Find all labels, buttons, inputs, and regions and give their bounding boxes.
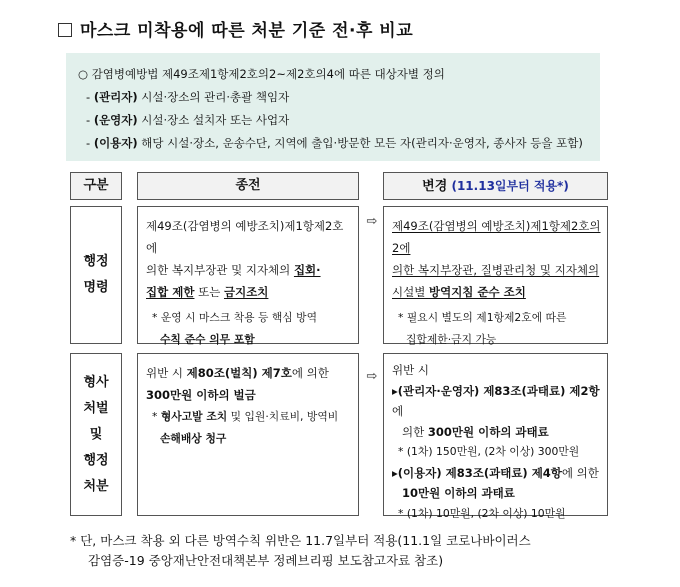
header-before: 종전: [137, 172, 359, 200]
text: 의한: [402, 424, 428, 439]
text-line: [146, 259, 352, 281]
emphasis: 제83조(과태료) 제2항: [483, 383, 600, 398]
definition-label: (관리자): [93, 90, 138, 104]
row-category-penalty: [70, 353, 122, 516]
note-line: * (1차) 10만원, (2차 이상) 10만원: [398, 506, 566, 520]
definition-item-manager: [78, 86, 600, 109]
footnote: [70, 531, 531, 571]
note-line: [146, 406, 352, 428]
right-arrow-icon: ⇨: [366, 214, 378, 229]
text: 시설별: [392, 285, 429, 299]
note-line: 손해배상 청구: [160, 432, 227, 445]
note-line: * 필요시 별도의 제1항제2호에 따른: [398, 311, 567, 324]
note-line: * (1차) 150만원, (2차 이상) 300만원: [398, 445, 580, 458]
text-line: [146, 281, 352, 303]
text: 위반 시: [146, 366, 187, 380]
text-line: [146, 362, 352, 384]
definition-text: 시설·장소의 관리·총괄 책임자: [137, 90, 290, 104]
definition-text: 해당 시설·장소, 운송수단, 지역에 출입·방문한 모든 자(관리자·운영자, 종사자 등을 포함): [137, 136, 583, 150]
text: 및 입원·치료비, 방역비: [227, 410, 339, 423]
dash: -: [86, 90, 94, 104]
checkbox-square-icon: [58, 23, 72, 37]
emphasis: ▸(관리자·운영자): [392, 383, 484, 398]
note-line: 수칙 준수 의무 포함: [160, 333, 255, 346]
header-after-note: (11.13일부터 적용*): [447, 179, 569, 193]
header-after: [383, 172, 608, 200]
text: 에 의한: [291, 366, 329, 380]
bullet-line: [392, 463, 601, 484]
emphasis: 형사고발 조치: [160, 410, 228, 423]
emphasis: ▸(이용자): [392, 465, 446, 480]
emphasis: 제83조(과태료) 제4항: [445, 465, 562, 480]
text-line: [392, 422, 601, 443]
emphasis: 집회·: [293, 263, 321, 277]
footnote-line: 감염증-19 중앙재난안전대책본부 정례브리핑 보도참고자료 참조): [88, 553, 444, 568]
category-label: 형사 처벌 및 행정 처분: [83, 374, 109, 494]
definition-heading: ○ 감염병예방법 제49조제1항제2호의2~제2호의4에 따른 대상자별 정의: [78, 67, 445, 81]
text-line: 의한 복지부장관, 질병관리청 및 지자체의: [392, 263, 600, 277]
dash: -: [86, 113, 94, 127]
emphasis: 방역지침 준수 조치: [428, 285, 526, 299]
admin-after-cell: [383, 206, 608, 344]
text-line: 위반 시: [392, 363, 429, 377]
row-category-admin: [70, 206, 122, 344]
text-line: 300만원 이하의 벌금: [146, 388, 256, 402]
text: 또는: [194, 285, 224, 299]
note-line: 집합제한·금지 가능: [406, 333, 497, 346]
definition-label: (이용자): [93, 136, 138, 150]
text: *: [152, 410, 161, 423]
text-line: 제49조(감염병의 예방조치)제1항제2호의2에: [392, 219, 601, 255]
category-label: 행정 명령: [83, 254, 109, 295]
definition-label: (운영자): [93, 113, 138, 127]
definition-item-operator: [78, 109, 600, 132]
emphasis: 금지조치: [223, 285, 269, 299]
footnote-line: * 단, 마스크 착용 외 다른 방역수칙 위반은 11.7일부터 적용(11.1일 코로나바이러스: [70, 533, 531, 548]
text: 에: [392, 404, 404, 418]
emphasis: 300만원 이하의 과태료: [427, 424, 549, 439]
emphasis: 제80조(벌칙) 제7호: [186, 366, 292, 380]
header-after-main: 변경: [422, 179, 448, 194]
dash: -: [86, 136, 94, 150]
note-line: * 운영 시 마스크 착용 등 핵심 방역: [152, 311, 318, 324]
page-title-text: 마스크 미착용에 따른 처분 기준 전·후 비교: [80, 21, 414, 41]
definition-text: 시설·장소 설치자 또는 사업자: [137, 113, 290, 127]
text: 에 의한: [561, 465, 599, 480]
header-category: 구분: [70, 172, 122, 200]
penalty-before-cell: [137, 353, 359, 516]
definition-item-user: [78, 132, 600, 155]
right-arrow-icon: ⇨: [366, 369, 378, 384]
page-title: [58, 16, 413, 41]
text: 의한 복지부장관 및 지자체의: [146, 263, 294, 277]
bullet-line: [392, 381, 601, 422]
text-line: [392, 281, 601, 303]
admin-before-cell: [137, 206, 359, 344]
emphasis: 집합 제한: [146, 285, 195, 299]
text-line: 10만원 이하의 과태료: [402, 486, 515, 500]
definition-box: [66, 53, 600, 161]
text-line: 제49조(감염병의 예방조치)제1항제2호에: [146, 219, 344, 255]
penalty-after-cell: [383, 353, 608, 520]
